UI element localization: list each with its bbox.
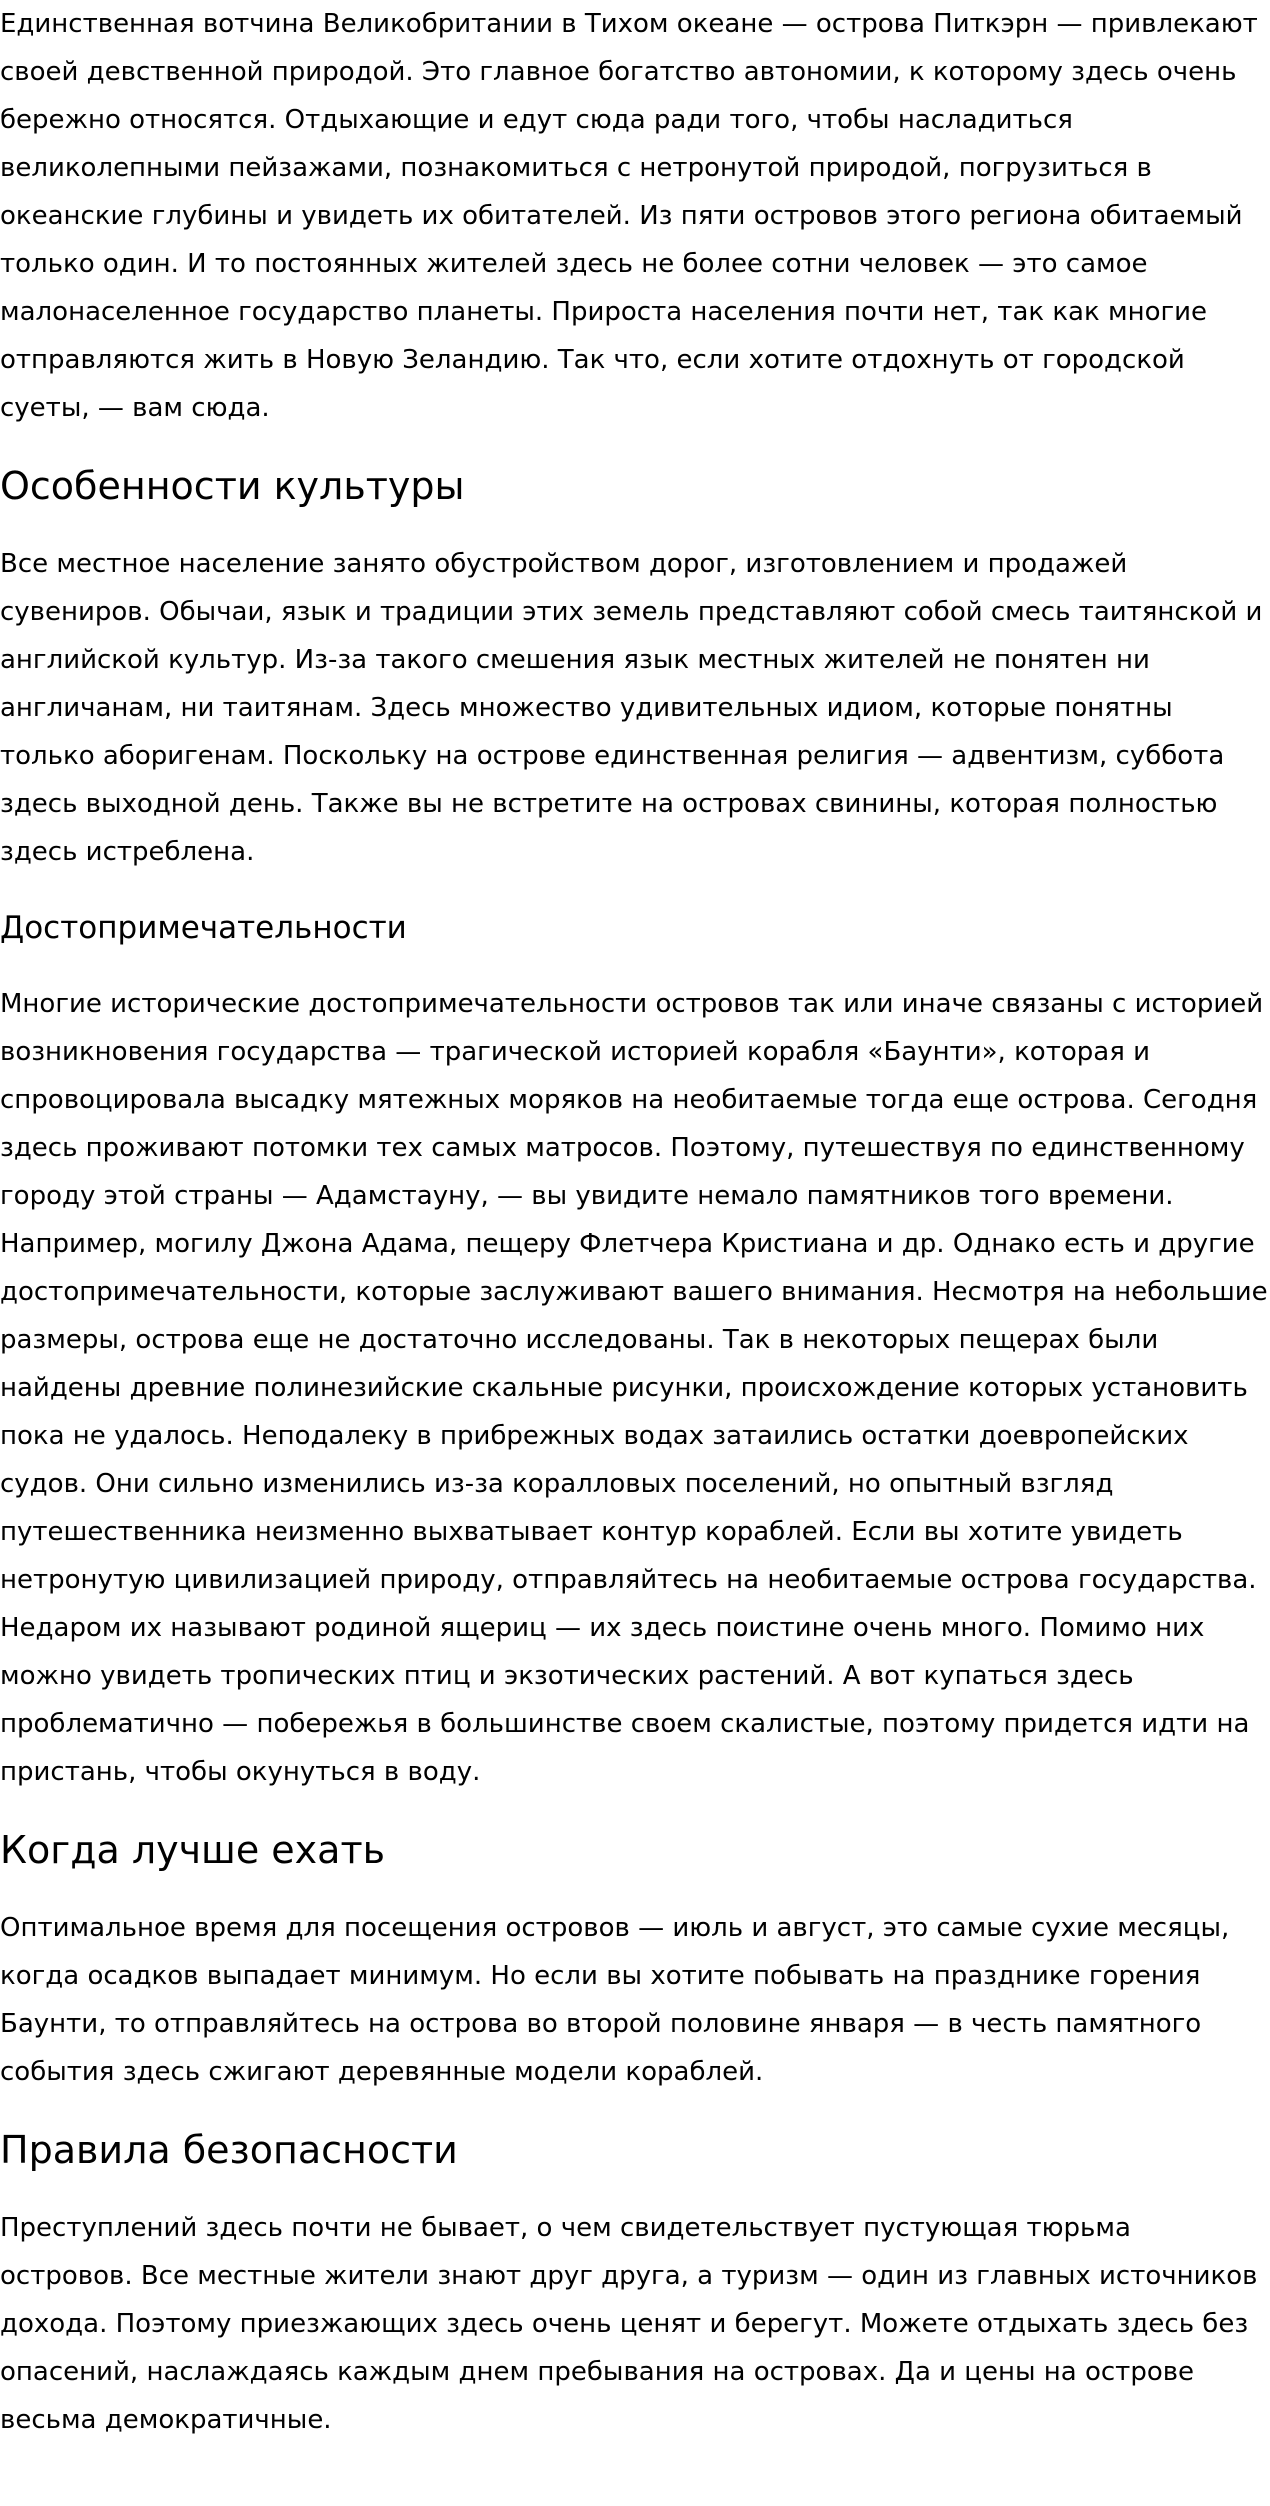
- safety-paragraph: Преступлений здесь почти не бывает, о чем свидетельствует пустующая тюрьма островов. Все местные жители знают друг друга, а туризм — один из главных источников дохода. Поэтому приезжающих здесь очень ценят и берегут. Можете отдыхать здесь без опасений, наслаждаясь каждым днем пребывания на островах. Да и цены на острове весьма демократичные.: [0, 2213, 1258, 2435]
- sights-heading: Достопримечательности: [0, 910, 407, 946]
- safety-heading: Правила безопасности: [0, 2128, 458, 2172]
- when-paragraph: Оптимальное время для посещения островов — июль и август, это самые сухие месяцы, когда осадков выпадает минимум. Но если вы хотите побывать на празднике горения Баунти, то отправляйтесь на острова во второй половине января — в честь памятного события здесь сжигают деревянные модели кораблей.: [0, 1913, 1230, 2087]
- culture-heading: Особенности культуры: [0, 464, 465, 508]
- when-heading: Когда лучше ехать: [0, 1828, 385, 1872]
- culture-paragraph: Все местное население занято обустройством дорог, изготовлением и продажей сувениров. Обычаи, язык и традиции этих земель представляют собой смесь таитянской и английской культур. Из-за такого смешения язык местных жителей не понятен ни англичанам, ни таитянам. Здесь множество удивительных идиом, которые понятны только аборигенам. Поскольку на острове единственная религия — адвентизм, суббота здесь выходной день. Также вы не встретите на островах свинины, которая полностью здесь истреблена.: [0, 549, 1263, 867]
- sights-paragraph: Многие исторические достопримечательности островов так или иначе связаны с историей возникновения государства — трагической историей корабля «Баунти», которая и спровоцировала высадку мятежных моряков на необитаемые тогда еще острова. Сегодня здесь проживают потомки тех самых матросов. Поэтому, путешествуя по единственному городу этой страны — Адамстауну, — вы увидите немало памятников того времени. Например, могилу Джона Адама, пещеру Флетчера Кристиана и др. Однако есть и другие достопримечательности, которые заслуживают вашего внимания. Несмотря на небольшие размеры, острова еще не достаточно исследованы. Так в некоторых пещерах были найдены древние полинезийские скальные рисунки, происхождение которых установить пока не удалось. Неподалеку в прибрежных водах затаились остатки доевропейских судов. Они сильно изменились из-за коралловых поселений, но опытный взгляд путешественника неизменно выхватывает контур кораблей. Если вы хотите увидеть нетронутую цивилизацией природу, отправляйтесь на необитаемые острова государства. Недаром их называют родиной ящериц — их здесь поистине очень много. Помимо них можно увидеть тропических птиц и экзотических растений. А вот купаться здесь проблематично — побережья в большинстве своем скалистые, поэтому придется идти на пристань, чтобы окунуться в воду.: [0, 989, 1268, 1787]
- intro-paragraph: Единственная вотчина Великобритании в Тихом океане — острова Питкэрн — привлекают своей девственной природой. Это главное богатство автономии, к которому здесь очень бережно относятся. Отдыхающие и едут сюда ради того, чтобы насладиться великолепными пейзажами, познакомиться с нетронутой природой, погрузиться в океанские глубины и увидеть их обитателей. Из пяти островов этого региона обитаемый только один. И то постоянных жителей здесь не более сотни человек — это самое малонаселенное государство планеты. Прироста населения почти нет, так как многие отправляются жить в Новую Зеландию. Так что, если хотите отдохнуть от городской суеты, — вам сюда.: [0, 9, 1258, 423]
